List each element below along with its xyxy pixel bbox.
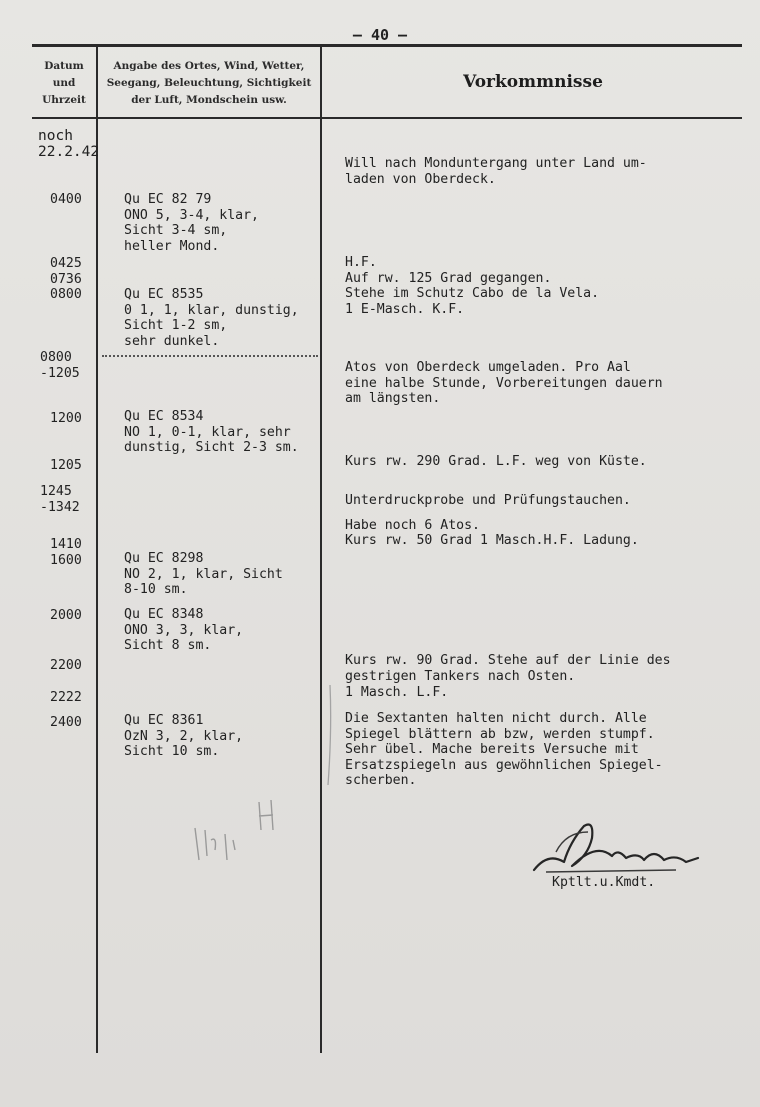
header-location-line-3: der Luft, Mondschein usw. (131, 94, 287, 106)
header-top-rule (32, 44, 742, 47)
time-noch-date: noch 22.2.42 (38, 128, 100, 160)
place-0800: Qu EC 8535 0 1, 1, klar, dunstig, Sicht 1-2 sm, sehr dunkel. (124, 287, 299, 349)
header-date-line-1: Datum (44, 60, 84, 72)
place-0400: Qu EC 82 79 ONO 5, 3-4, klar, Sicht 3-4 sm, heller Mond. (124, 192, 259, 254)
header-date-line-2: und (52, 77, 76, 89)
signature-title: Kptlt.u.Kmdt. (552, 875, 656, 890)
event-2200: Kurs rw. 90 Grad. Stehe auf der Linie des gestrigen Tankers nach Osten. (345, 653, 671, 684)
event-atos-umgeladen: Atos von Oberdeck umgeladen. Pro Aal eine halbe Stunde, Vorbereitungen dauern am längsten. (345, 360, 663, 406)
page-number: ‒ 40 ‒ (352, 26, 408, 44)
column-divider-2 (320, 46, 322, 1053)
event-atos: Habe noch 6 Atos. (345, 518, 480, 533)
header-date-line-3: Uhrzeit (42, 94, 86, 106)
time-2000: 2000 (50, 608, 82, 623)
pencil-stroke (322, 680, 342, 790)
place-2000: Qu EC 8348 ONO 3, 3, klar, Sicht 8 sm. (124, 607, 244, 653)
header-location-weather (100, 58, 318, 109)
place-1600: Qu EC 8298 NO 2, 1, klar, Sicht 8-10 sm. (124, 551, 283, 597)
header-date-time (34, 58, 94, 109)
event-mondeuntergang: Will nach Monduntergang unter Land um- laden von Oberdeck. (345, 156, 647, 187)
event-1410: Kurs rw. 50 Grad 1 Masch.H.F. Ladung. (345, 533, 639, 548)
time-1245-1342: 1245 -1342 (40, 484, 80, 515)
time-1410-1600: 1410 1600 (50, 537, 82, 568)
event-2222: 1 Masch. L.F. (345, 685, 449, 700)
column-divider-1 (96, 46, 98, 1053)
place-2400: Qu EC 8361 OzN 3, 2, klar, Sicht 10 sm. (124, 713, 244, 759)
time-1200: 1200 (50, 411, 82, 426)
time-0800-1205: 0800 -1205 (40, 350, 80, 381)
header-location-line-2: Seegang, Beleuchtung, Sichtigkeit (106, 77, 312, 89)
time-0425-0800: 0425 0736 0800 (50, 256, 82, 302)
commander-signature (526, 812, 706, 878)
time-0400: 0400 (50, 192, 82, 207)
time-1205: 1205 (50, 458, 82, 473)
event-1245: Unterdruckprobe und Prüfungstauchen. (345, 493, 631, 508)
header-location-line-1: Angabe des Ortes, Wind, Wetter, (113, 60, 305, 72)
event-1205: Kurs rw. 290 Grad. L.F. weg von Küste. (345, 454, 647, 469)
pencil-marks (185, 790, 285, 870)
header-events: Vorkommnisse (463, 72, 603, 92)
time-2222: 2222 (50, 690, 82, 705)
header-bottom-rule (32, 117, 742, 119)
time-2400: 2400 (50, 715, 82, 730)
dotted-separator (102, 355, 318, 357)
place-1200: Qu EC 8534 NO 1, 0-1, klar, sehr dunstig, Sicht 2-3 sm. (124, 409, 299, 455)
event-2400: Die Sextanten halten nicht durch. Alle Spiegel blättern ab bzw, werden stumpf. Sehr übel. Mache bereits Versuche mit Ersatzspiegeln aus gewöhnlichen Spiegel- scherben. (345, 711, 663, 788)
event-0425-0800: H.F. Auf rw. 125 Grad gegangen. Stehe im Schutz Cabo de la Vela. 1 E-Masch. K.F. (345, 255, 600, 317)
time-2200: 2200 (50, 658, 82, 673)
